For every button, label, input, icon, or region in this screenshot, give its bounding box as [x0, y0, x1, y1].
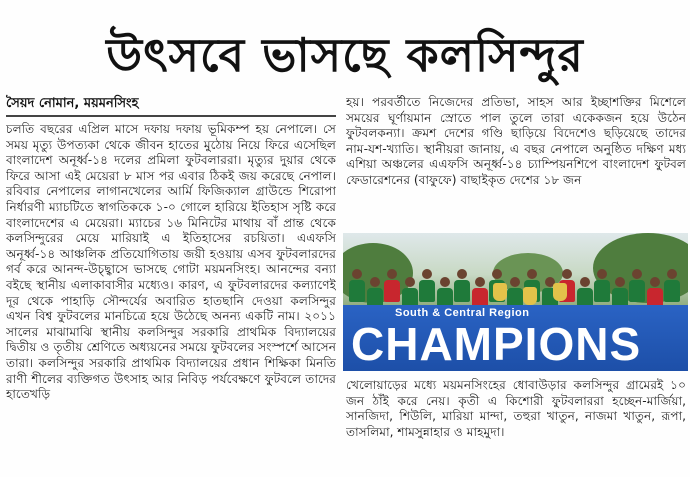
article-column-left: [6, 122, 336, 472]
right-bottom-text: খেলোয়াড়ের মধ্যে ময়মনসিংহের ধোবাউড়ার কলসিন্দুর গ্রামেরই ১০ জন ঠাঁই করে নেয়। কৃতী এ কিশোরী ফুটবলাররা হচ্ছেন-মার্জিয়া, সানজিদা, শিউলি, মারিয়া মান্দা, তহুরা খাতুন, নাজমা খাতুন, রূপা, তাসলিমা, শামসুন্নাহার ও মাহমুদা।: [346, 378, 686, 439]
left-column-text: চলতি বছরের এপ্রিল মাসে দফায় দফায় ভূমিকম্প হয় নেপালে। সে সময় মৃত্যু উপত্যকা থেকে জীবন হাতের মুঠোয় নিয়ে ফিরে এসেছিল বাংলাদেশ অনূর্ধ্ব-১৪ দলের প্রমিলা ফুটবলাররা। মৃত্যুর দুয়ার থেকে ফিরে আসা এই মেয়েরা ৮ মাস পর এবার ঠিকই জয় করেছে নেপাল। রবিবার নেপালের লাগানখেলের আর্মি ফিজিক্যাল গ্রাউন্ডে শিরোপা নির্ধারণী ম্যাচটিতে স্বাগতিককে ১-০ গোলে হারিয়ে ইতিহাস সৃষ্টি করে বাংলাদেশের এ মেয়েরা। ম্যাচের ১৬ মিনিটের মাথায় বাঁ প্রান্ত থেকে কলসিন্দুরের মেয়ে মারিয়াই এ ইতিহাসের রচয়িতা। এএফসি অনূর্ধ্ব-১৪ আঞ্চলিক প্রতিযোগিতায় জয়ী হওয়ায় এসব ফুটবলারদের গর্ব করে আনন্দ-উচ্ছ্বাসে ভাসছে গোটা ময়মনসিংহ। আনন্দের বন্যা বইছে স্থানীয় এলাকাবাসীর মধ্যেও। কারণ, এ ফুটবলারদের কল্যাণেই দূর থেকে পাহাড়ি সৌন্দর্যের অবারিত হাতছানি দেওয়া কলসিন্দুর এখন বিশ্ব ফুটবলের মানচিত্রে হয়ে উঠেছে অনন্য একটি নাম। ২০১১ সালের মাঝামাঝি স্থানীয় কলসিন্দুর সরকারি প্রাথমিক বিদ্যালয়ের দ্বিতীয় ও তৃতীয় শ্রেণিতে অধ্যয়নের সময়ে ফুটবলের সংস্পর্শে আসেন তারা। কলসিন্দুর সরকারি প্রাথমিক বিদ্যালয়ের প্রধান শিক্ষিকা মিনতি রাণী শীলের ব্যক্তিগত উৎসাহ আর নিবিড় পর্যবেক্ষণে ফুটবলে তাদের হাতেখড়ি: [6, 122, 336, 402]
byline-divider: [6, 115, 336, 117]
team-photo: [343, 233, 688, 371]
photo-player: [384, 269, 400, 302]
photo-player: [419, 269, 435, 302]
previous-article-strip: [0, 0, 690, 11]
article-headline: উৎসবে ভাসছে কলসিন্দুর: [106, 28, 584, 82]
banner-subtitle: South & Central Region: [395, 307, 530, 319]
photo-player: [454, 269, 470, 302]
article-column-right-bottom: [346, 378, 686, 474]
photo-player: [664, 269, 680, 302]
photo-trophy: [493, 283, 507, 301]
banner-title: CHAMPIONS: [351, 318, 642, 370]
photo-trophy: [553, 283, 567, 301]
photo-trophy: [523, 287, 537, 305]
photo-player: [349, 269, 365, 302]
article-column-right-top: [346, 95, 686, 235]
right-top-text: হয়। পরবর্তীতে নিজেদের প্রতিভা, সাহস আর ইচ্ছাশক্তির মিশেলে সময়ের ঘূর্ণায়মান স্রোতে পাল তুলে তারা একেকজন হয়ে উঠেন ফুটবলকন্যা। ক্রমশ দেশের গণ্ডি ছাড়িয়ে বিদেশেও ছড়িয়েছে তাদের নাম-যশ-খ্যাতি। স্থানীয়রা জানায়, এ বছর নেপালে অনুষ্ঠিত দক্ষিণ মধ্য এশিয়া অঞ্চলের এএফসি অনূর্ধ্ব-১৪ চ্যাম্পিয়নশিপে বাংলাদেশ ফুটবল ফেডারেশনের (বাফুফে) বাছাইকৃত দেশের ১৮ জন: [346, 95, 686, 187]
article-byline: সৈয়দ নোমান, ময়মনসিংহ: [6, 96, 139, 111]
photo-player: [594, 269, 610, 302]
photo-player: [629, 269, 645, 302]
